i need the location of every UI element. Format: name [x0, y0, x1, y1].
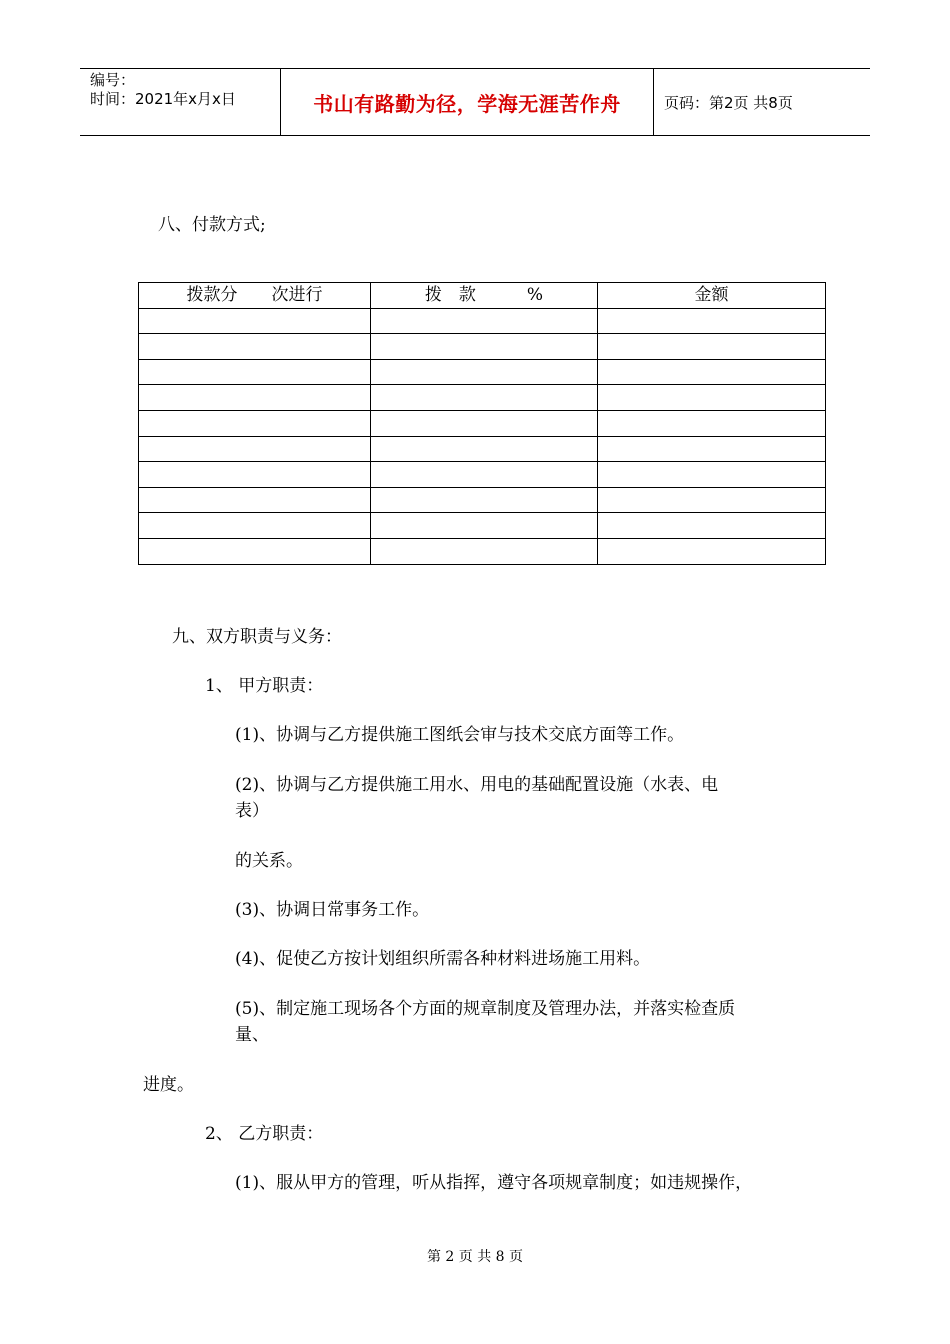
- table-cell: [371, 410, 598, 436]
- section-8-title: 八、付款方式;: [158, 215, 266, 235]
- table-cell: [598, 334, 826, 360]
- party-a-item: (3)、协调日常事务工作。: [235, 900, 430, 920]
- table-cell: [139, 385, 371, 411]
- table-cell: [371, 462, 598, 488]
- table-row: [139, 462, 826, 488]
- party-b-title: 2、 乙方职责：: [205, 1124, 324, 1144]
- table-header-cell: 拨款分 次进行: [139, 283, 371, 309]
- table-cell: [371, 487, 598, 513]
- table-row: [139, 334, 826, 360]
- table-row: [139, 487, 826, 513]
- header-meta: [80, 69, 281, 135]
- table-row: [139, 436, 826, 462]
- table-cell: [598, 359, 826, 385]
- table-header-cell: 拨 款 %: [371, 283, 598, 309]
- table-row: [139, 513, 826, 539]
- table-cell: [139, 538, 371, 564]
- party-a-item: (2)、协调与乙方提供施工用水、用电的基础配置设施（水表、电: [235, 775, 719, 795]
- table-cell: [139, 513, 371, 539]
- party-a-title: 1、 甲方职责：: [205, 676, 324, 696]
- table-cell: [371, 538, 598, 564]
- payment-table: [138, 282, 826, 565]
- party-a-item-cont: 表）: [235, 801, 269, 821]
- party-a-item: (5)、制定施工现场各个方面的规章制度及管理办法，并落实检查质: [235, 999, 736, 1019]
- party-a-item-cont: 进度。: [143, 1075, 194, 1095]
- party-b-item: (1)、服从甲方的管理，听从指挥，遵守各项规章制度；如违规操作，: [235, 1173, 753, 1193]
- table-row: [139, 385, 826, 411]
- table-cell: [371, 385, 598, 411]
- table-cell: [139, 462, 371, 488]
- party-a-item: (1)、协调与乙方提供施工图纸会审与技术交底方面等工作。: [235, 725, 685, 745]
- table-header-cell: 金额: [598, 283, 826, 309]
- table-cell: [598, 385, 826, 411]
- table-row: [139, 410, 826, 436]
- table-cell: [371, 513, 598, 539]
- table-cell: [598, 308, 826, 334]
- table-cell: [371, 308, 598, 334]
- number-label: 编号：: [90, 71, 136, 89]
- table-cell: [598, 487, 826, 513]
- section-9-title: 九、双方职责与义务：: [172, 627, 342, 647]
- table-row: [139, 308, 826, 334]
- table-cell: [598, 436, 826, 462]
- party-a-item-cont: 的关系。: [235, 851, 303, 871]
- time-label: 时间：2021年x月x日: [90, 90, 236, 108]
- table-cell: [598, 462, 826, 488]
- document-header: [80, 68, 870, 136]
- table-cell: [139, 487, 371, 513]
- table-cell: [139, 308, 371, 334]
- table-cell: [371, 334, 598, 360]
- table-cell: [139, 410, 371, 436]
- table-cell: [139, 334, 371, 360]
- table-cell: [139, 359, 371, 385]
- table-cell: [371, 436, 598, 462]
- table-cell: [598, 513, 826, 539]
- table-header-row: [139, 283, 826, 309]
- header-motto: 书山有路勤为径，学海无涯苦作舟: [281, 69, 654, 135]
- table-cell: [598, 538, 826, 564]
- table-cell: [371, 359, 598, 385]
- table-row: [139, 538, 826, 564]
- party-a-item: (4)、促使乙方按计划组织所需各种材料进场施工用料。: [235, 949, 651, 969]
- header-page-label: 页码：第2页 共8页: [664, 93, 793, 112]
- table-cell: [598, 410, 826, 436]
- table-row: [139, 359, 826, 385]
- party-a-item-cont: 量、: [235, 1025, 269, 1045]
- table-cell: [139, 436, 371, 462]
- page-footer: 第 2 页 共 8 页: [426, 1249, 524, 1265]
